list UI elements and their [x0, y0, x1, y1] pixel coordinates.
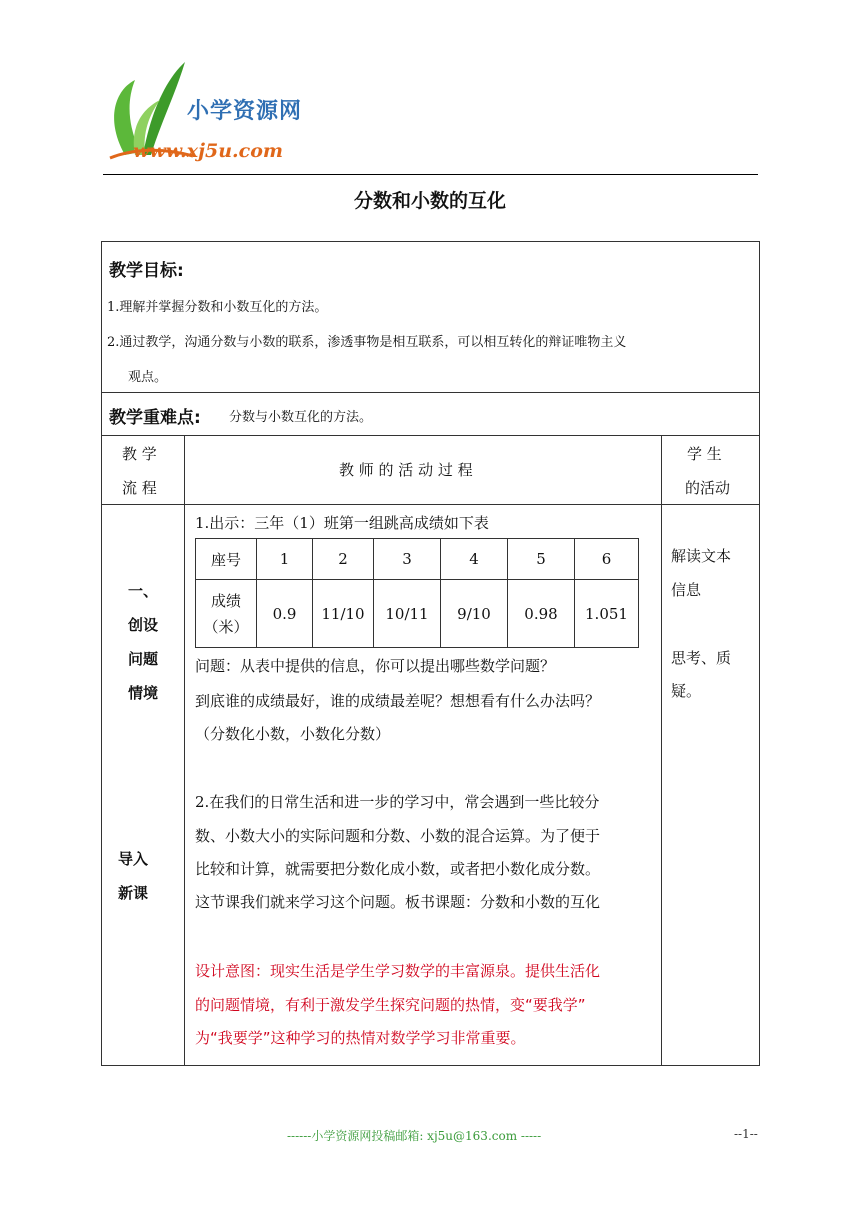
- objective-item-2-cont: 观点。: [128, 370, 168, 385]
- table-cell: [196, 580, 257, 648]
- document-title: 分数和小数的互化: [353, 190, 506, 212]
- process-header: 教 学: [122, 445, 157, 463]
- table-cell: 座号: [196, 539, 257, 580]
- student-header-2: 的活动: [685, 479, 731, 497]
- student-activity-2: 思考、质: [671, 649, 732, 667]
- table-cell: 9/10: [441, 580, 508, 648]
- student-activity-1: 解读文本: [671, 547, 732, 565]
- student-activity-2-cont: 疑。: [671, 682, 702, 700]
- question-3: （分数化小数，小数化分数）: [195, 725, 391, 743]
- table-cell: 1.051: [575, 580, 639, 648]
- stage-1-num: 一、: [128, 582, 159, 600]
- design-intent-line-1: 设计意图：现实生活是学生学习数学的丰富源泉。提供生活化: [195, 962, 601, 980]
- table-row: [196, 539, 639, 580]
- table-cell: 1: [257, 539, 313, 580]
- stage-2-line1: 导入: [118, 850, 149, 868]
- header-rule: [103, 174, 758, 175]
- objective-item-2: 2.通过教学，沟通分数与小数的联系，渗透事物是相互联系，可以相互转化的辩证唯物主义: [107, 335, 627, 350]
- objective-item-1: 1.理解并掌握分数和小数互化的方法。: [107, 300, 328, 315]
- process-header-2: 流 程: [122, 479, 157, 497]
- logo-url: www.xj5u.com: [133, 140, 283, 162]
- table-cell: 6: [575, 539, 639, 580]
- col-divider-2: [661, 435, 662, 1066]
- objectives-section: [101, 241, 760, 393]
- score-table: [195, 538, 639, 648]
- score-label: 成绩: [210, 591, 241, 610]
- stage-1-label: [128, 574, 168, 710]
- logo-name: 小学资源网: [187, 99, 303, 124]
- stage-1-line1: 创设: [128, 616, 159, 634]
- table-cell: 10/11: [374, 580, 441, 648]
- table-cell: 0.9: [257, 580, 313, 648]
- question-1: 问题：从表中提供的信息，你可以提出哪些数学问题？: [195, 657, 556, 675]
- teacher-header: 教 师 的 活 动 过 程: [339, 461, 473, 479]
- question-2: 到底谁的成绩最好，谁的成绩最差呢？想想看有什么办法吗？: [195, 692, 601, 710]
- table-cell: 3: [374, 539, 441, 580]
- page-number: --1--: [734, 1127, 758, 1141]
- student-header: 学 生: [687, 445, 722, 463]
- paragraph-2-line-2: 数、小数大小的实际问题和分数、小数的混合运算。为了便于: [195, 827, 601, 845]
- header-divider: [101, 504, 760, 505]
- stage-1-line2: 问题: [128, 650, 159, 668]
- design-intent-line-3: 为“我要学”这种学习的热情对数学学习非常重要。: [195, 1029, 526, 1047]
- keypoints-text: 分数与小数互化的方法。: [229, 410, 373, 425]
- keypoints-heading: 教学重难点:: [109, 408, 201, 428]
- stage-1-line3: 情境: [128, 684, 159, 702]
- objectives-heading: 教学目标:: [109, 261, 184, 281]
- table-cell: 4: [441, 539, 508, 580]
- paragraph-2-line-3: 比较和计算，就需要把分数化成小数，或者把小数化成分数。: [195, 860, 601, 878]
- footer-text: ------小学资源网投稿邮箱: xj5u@163.com -----: [287, 1129, 542, 1143]
- table-cell: 11/10: [313, 580, 374, 648]
- col-divider-1: [184, 435, 185, 1066]
- design-intent-line-2: 的问题情境，有利于激发学生探究问题的热情，变“要我学”: [195, 996, 586, 1014]
- student-activity-1-cont: 信息: [671, 581, 702, 599]
- table-row: [196, 580, 639, 648]
- stage-2-line2: 新课: [118, 884, 149, 902]
- teacher-intro: 1.出示：三年（1）班第一组跳高成绩如下表: [195, 514, 489, 532]
- table-cell: 2: [313, 539, 374, 580]
- paragraph-2-line-4: 这节课我们就来学习这个问题。板书课题：分数和小数的互化: [195, 893, 601, 911]
- table-cell: 0.98: [508, 580, 575, 648]
- paragraph-2-line-1: 2.在我们的日常生活和进一步的学习中，常会遇到一些比较分: [195, 793, 600, 811]
- stage-2-label: [118, 842, 158, 910]
- table-cell: 5: [508, 539, 575, 580]
- score-unit: （米）: [203, 617, 249, 636]
- logo: [105, 60, 325, 170]
